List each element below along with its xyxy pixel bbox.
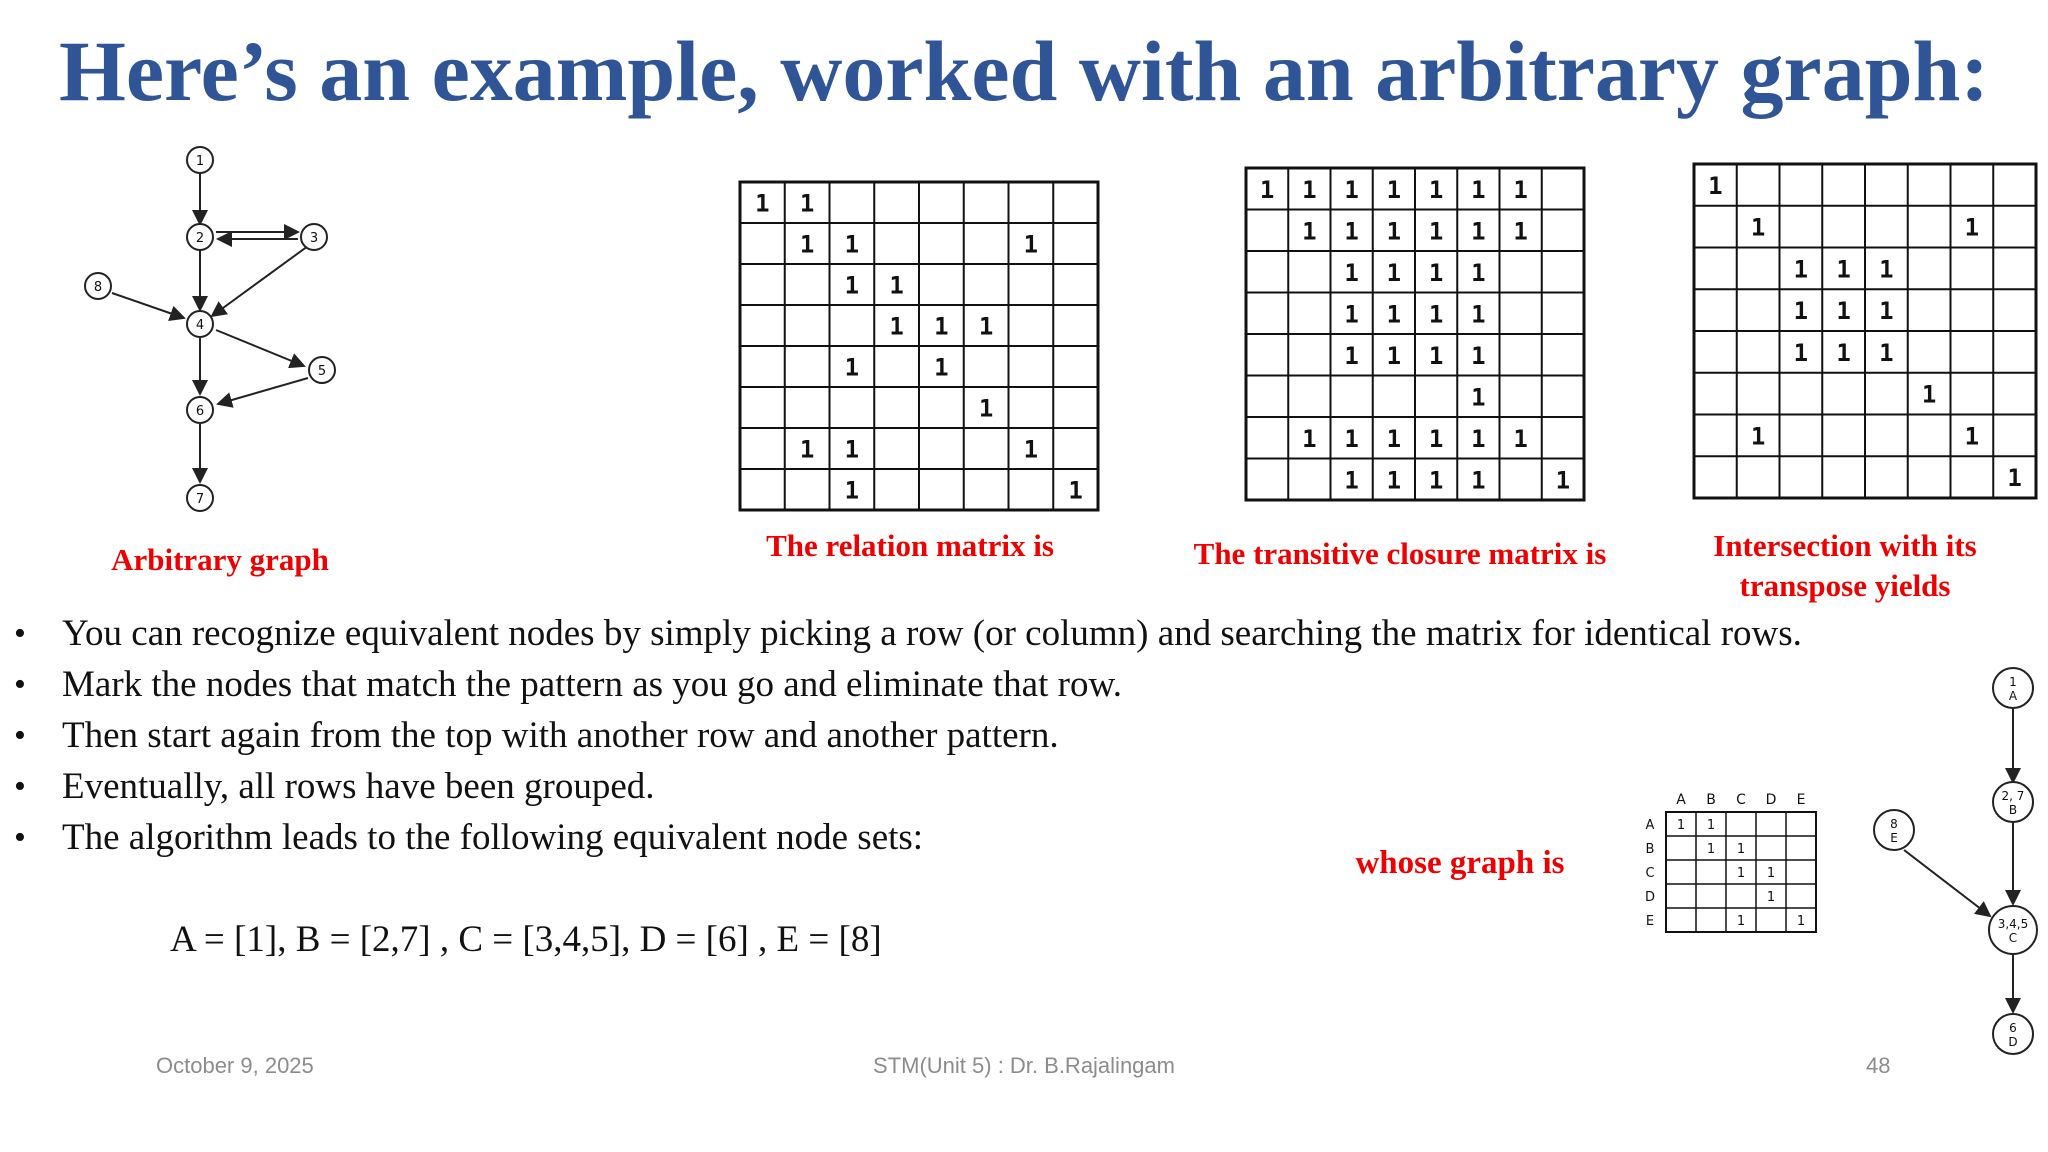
matrix-cell-value: 1 [1386, 258, 1402, 287]
matrix-cell-value: 1 [1344, 300, 1359, 329]
matrix-cell-value: 1 [1708, 171, 1723, 200]
intersection-matrix [1690, 160, 2040, 502]
svg-text:8: 8 [1890, 817, 1898, 831]
matrix-cell-value: 1 [1471, 258, 1486, 287]
matrix-cell-value: 1 [1428, 341, 1444, 370]
matrix-cell-value: 1 [1471, 217, 1486, 246]
matrix-cell-value: 1 [1879, 255, 1894, 284]
matrix-cell-value: 1 [1428, 258, 1444, 287]
matrix-cell-value: 1 [1386, 341, 1402, 370]
caption-arbitrary-graph: Arbitrary graph [111, 542, 329, 577]
matrix-cell-value: 1 [1428, 175, 1444, 204]
footer-center: STM(Unit 5) : Dr. B.Rajalingam [873, 1053, 1175, 1078]
slide-title: Here’s an example, worked with an arbitrary graph: [58, 23, 1990, 119]
svg-text:5: 5 [317, 364, 327, 379]
reduced-graph-node [1993, 1014, 2033, 1054]
matrix-cell-value: 1 [1471, 175, 1486, 204]
graph-node [187, 311, 213, 337]
matrix-cell-value: 1 [1964, 422, 1980, 451]
matrix-cell-value: 1 [1386, 217, 1402, 246]
matrix-cell-value: 1 [1344, 175, 1359, 204]
matrix-cell-value: 1 [1023, 230, 1039, 259]
reduced-graph [1870, 660, 2040, 1060]
matrix-row-label: C [1645, 866, 1655, 881]
matrix-cell-value: 1 [1344, 341, 1359, 370]
matrix-cell-value: 1 [1555, 466, 1571, 495]
svg-text:2, 7: 2, 7 [2001, 789, 2025, 803]
matrix-cell-value: 1 [2007, 464, 2022, 493]
caption-whose-graph: whose graph is [1355, 845, 1565, 881]
bullet-item [14, 659, 2034, 710]
matrix-cell-value: 1 [1793, 338, 1809, 367]
svg-text:1: 1 [195, 154, 205, 169]
reduced-graph-node [1874, 810, 1914, 850]
matrix-cell-value: 1 [1836, 255, 1851, 284]
matrix-column-label: A [1676, 792, 1686, 808]
reduced-graph-node [1993, 782, 2033, 822]
matrix-cell-value: 1 [1471, 341, 1486, 370]
matrix-cell-value: 1 [1793, 297, 1809, 326]
matrix-cell-value: 1 [934, 353, 949, 382]
matrix-cell-value: 1 [844, 230, 860, 259]
matrix-column-label: C [1736, 792, 1746, 808]
graph-node [85, 273, 111, 299]
svg-text:B: B [2008, 803, 2018, 817]
footer-date: October 9, 2025 [156, 1053, 314, 1078]
graph-node [309, 357, 335, 383]
bullet-dot: • [14, 615, 26, 652]
matrix-cell-value: 1 [799, 189, 815, 218]
matrix-cell-value: 1 [1766, 890, 1776, 905]
matrix-cell-value: 1 [1836, 297, 1851, 326]
bullet-text: The algorithm leads to the following equivalent node sets: [62, 817, 924, 858]
matrix-cell-value: 1 [1750, 213, 1766, 242]
matrix-cell-value: 1 [978, 312, 994, 341]
caption-closure-matrix: The transitive closure matrix is [1193, 536, 1607, 571]
matrix-cell-value: 1 [1879, 338, 1894, 367]
bullet-item [14, 608, 2034, 659]
svg-text:D: D [2008, 1035, 2018, 1049]
matrix-cell-value: 1 [1513, 217, 1528, 246]
matrix-cell-value: 1 [1344, 466, 1359, 495]
matrix-cell-value: 1 [1471, 383, 1486, 412]
bullet-dot: • [14, 666, 26, 703]
bullet-item [14, 710, 2034, 761]
svg-text:1: 1 [2009, 675, 2017, 689]
svg-text:C: C [2008, 931, 2018, 945]
matrix-cell-value: 1 [1750, 422, 1766, 451]
svg-text:3,4,5: 3,4,5 [1997, 917, 2029, 931]
matrix-column-label: D [1765, 792, 1777, 808]
matrix-column-label: E [1796, 792, 1806, 808]
reduced-graph-node [1993, 668, 2033, 708]
matrix-row-label: D [1644, 890, 1656, 905]
svg-text:6: 6 [2009, 1021, 2017, 1035]
matrix-cell-value: 1 [934, 312, 949, 341]
matrix-cell-value: 1 [1513, 175, 1528, 204]
caption-intersection [1660, 526, 2030, 607]
matrix-cell-value: 1 [889, 312, 904, 341]
matrix-cell-value: 1 [1736, 914, 1746, 929]
matrix-cell-value: 1 [1796, 914, 1806, 929]
matrix-cell-value: 1 [799, 230, 815, 259]
matrix-cell-value: 1 [1706, 818, 1716, 833]
svg-text:E: E [1890, 831, 1898, 845]
graph-node [187, 224, 213, 250]
matrix-cell-value: 1 [978, 394, 994, 423]
matrix-cell-value: 1 [1428, 424, 1444, 453]
matrix-cell-value: 1 [844, 476, 860, 505]
transitive-closure-matrix [1242, 164, 1588, 504]
matrix-cell-value: 1 [1921, 380, 1937, 409]
matrix-column-label: B [1706, 792, 1716, 808]
matrix-row-label: E [1645, 914, 1655, 929]
caption-intersection-line2: transpose yields [1739, 568, 1951, 604]
matrix-cell-value: 1 [1964, 213, 1980, 242]
bullet-text: Eventually, all rows have been grouped. [62, 766, 655, 807]
reduced-matrix [1638, 788, 1818, 940]
matrix-row-label: B [1645, 842, 1655, 857]
matrix-cell-value: 1 [1386, 466, 1402, 495]
arbitrary-graph [70, 138, 360, 520]
matrix-cell-value: 1 [1513, 424, 1528, 453]
graph-node [187, 485, 213, 511]
svg-text:3: 3 [309, 231, 319, 246]
matrix-cell-value: 1 [1344, 258, 1359, 287]
matrix-cell-value: 1 [1766, 866, 1776, 881]
matrix-cell-value: 1 [1471, 466, 1486, 495]
matrix-cell-value: 1 [1344, 424, 1359, 453]
matrix-cell-value: 1 [1428, 466, 1444, 495]
matrix-cell-value: 1 [755, 189, 770, 218]
svg-text:8: 8 [93, 280, 103, 295]
bullet-dot: • [14, 717, 26, 754]
matrix-cell-value: 1 [1386, 175, 1402, 204]
caption-intersection-line1: Intersection with its [1713, 528, 1977, 563]
matrix-cell-value: 1 [1706, 842, 1716, 857]
graph-node [301, 224, 327, 250]
matrix-cell-value: 1 [1793, 255, 1809, 284]
matrix-cell-value: 1 [1471, 300, 1486, 329]
graph-node [187, 147, 213, 173]
reduced-graph-node [1989, 906, 2037, 954]
matrix-cell-value: 1 [1302, 217, 1317, 246]
matrix-cell-value: 1 [1302, 424, 1317, 453]
matrix-cell-value: 1 [844, 353, 860, 382]
svg-text:7: 7 [195, 492, 205, 507]
graph-node [187, 397, 213, 423]
svg-text:2: 2 [195, 231, 205, 246]
matrix-cell-value: 1 [1736, 866, 1746, 881]
svg-text:6: 6 [195, 404, 205, 419]
matrix-cell-value: 1 [1302, 175, 1317, 204]
caption-relation-matrix: The relation matrix is [766, 528, 1054, 563]
matrix-cell-value: 1 [844, 435, 860, 464]
matrix-cell-value: 1 [1736, 842, 1746, 857]
matrix-cell-value: 1 [799, 435, 815, 464]
matrix-cell-value: 1 [889, 271, 904, 300]
matrix-cell-value: 1 [1023, 435, 1039, 464]
bullet-text: Then start again from the top with another row and another pattern. [62, 715, 1059, 756]
matrix-cell-value: 1 [1428, 217, 1444, 246]
bullet-text: Mark the nodes that match the pattern as you go and eliminate that row. [62, 664, 1123, 705]
matrix-cell-value: 1 [1344, 217, 1359, 246]
bullet-dot: • [14, 768, 26, 805]
matrix-cell-value: 1 [844, 271, 860, 300]
svg-text:A: A [2008, 689, 2018, 703]
matrix-cell-value: 1 [1471, 424, 1486, 453]
matrix-row-label: A [1645, 818, 1655, 833]
matrix-cell-value: 1 [1386, 300, 1402, 329]
footer-page-number: 48 [1866, 1053, 1891, 1078]
relation-matrix [736, 178, 1102, 514]
bullet-text: You can recognize equivalent nodes by simply picking a row (or column) and searching the matrix for identical rows. [62, 613, 1802, 654]
matrix-cell-value: 1 [1259, 175, 1275, 204]
matrix-cell-value: 1 [1386, 424, 1402, 453]
matrix-cell-value: 1 [1676, 818, 1686, 833]
matrix-cell-value: 1 [1068, 476, 1083, 505]
matrix-cell-value: 1 [1879, 297, 1894, 326]
equivalent-node-sets: A = [1], B = [2,7] , C = [3,4,5], D = [6] , E = [8] [170, 919, 882, 960]
bullet-dot: • [14, 819, 26, 856]
matrix-cell-value: 1 [1428, 300, 1444, 329]
svg-text:4: 4 [195, 318, 205, 333]
matrix-cell-value: 1 [1836, 338, 1851, 367]
